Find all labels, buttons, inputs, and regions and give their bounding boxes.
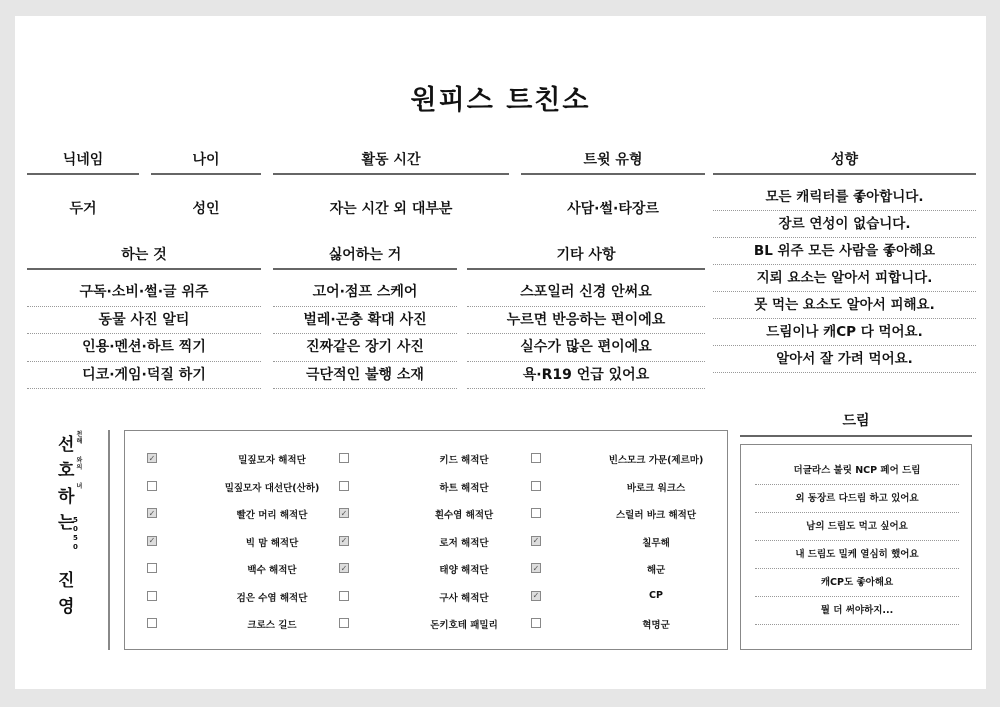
faction-name: 빅 맘 해적단 bbox=[245, 537, 299, 549]
faction-name: 키드 해적단 bbox=[439, 455, 489, 466]
faction-checkbox[interactable] bbox=[339, 481, 349, 491]
value-nickname: 두거 bbox=[69, 201, 97, 217]
faction-label-char: 하 bbox=[58, 487, 75, 507]
faction-checkbox[interactable] bbox=[147, 536, 157, 546]
faction-label-note: 녀 bbox=[76, 483, 83, 490]
dislikes-list bbox=[273, 279, 457, 389]
list-item: 벌레·곤충 확대 사진 bbox=[273, 307, 457, 335]
faction-name: 태양 해적단 bbox=[439, 565, 489, 576]
faction-checkbox[interactable] bbox=[531, 536, 541, 546]
value-active-time: 자는 시간 외 대부분 bbox=[329, 201, 453, 217]
faction-label-char: 영 bbox=[58, 597, 75, 617]
faction-label-char: 선 bbox=[58, 435, 75, 455]
list-item: 동물 사진 알티 bbox=[27, 307, 261, 335]
faction-checklist bbox=[124, 430, 728, 650]
check-icon: ✓ bbox=[340, 508, 348, 518]
list-item: 내 드림도 밀케 열심히 했어요 bbox=[755, 541, 959, 569]
faction-checkbox[interactable] bbox=[339, 563, 349, 573]
faction-checkbox[interactable] bbox=[531, 453, 541, 463]
faction-checkbox[interactable] bbox=[147, 508, 157, 518]
list-item: 알아서 잘 가려 먹어요. bbox=[713, 346, 976, 373]
list-item: 인용·멘션·하트 찍기 bbox=[27, 334, 261, 362]
faction-name: 백수 해적단 bbox=[247, 565, 297, 576]
header-active-time: 활동 시간 bbox=[273, 149, 509, 175]
faction-checkbox[interactable] bbox=[339, 453, 349, 463]
header-etc: 기타 사항 bbox=[467, 244, 705, 270]
divider bbox=[108, 430, 110, 650]
faction-checkbox[interactable] bbox=[147, 591, 157, 601]
list-item: 뭘 더 써야하지... bbox=[755, 597, 959, 625]
faction-checkbox[interactable] bbox=[339, 591, 349, 601]
check-icon: ✓ bbox=[532, 591, 540, 600]
faction-label-note: 천해 bbox=[76, 431, 83, 445]
value-tweet-type: 사담·썰·타장르 bbox=[567, 201, 659, 217]
faction-name: 하트 해적단 bbox=[439, 482, 489, 494]
faction-label-char: 호 bbox=[58, 461, 75, 481]
faction-label-note: 와의 bbox=[76, 457, 83, 471]
faction-name: 빈스모크 가문(제르마) bbox=[608, 455, 704, 466]
list-item: 진짜같은 장기 사진 bbox=[273, 334, 457, 362]
faction-checkbox[interactable] bbox=[147, 618, 157, 628]
faction-name: 크로스 길드 bbox=[247, 620, 297, 631]
faction-checkbox[interactable] bbox=[339, 618, 349, 628]
header-nickname: 닉네임 bbox=[27, 149, 139, 175]
list-item: 못 먹는 요소도 알아서 피해요. bbox=[713, 292, 976, 319]
header-dream: 드림 bbox=[740, 410, 972, 437]
check-icon: ✓ bbox=[340, 563, 348, 573]
faction-name: CP bbox=[649, 589, 663, 601]
list-item: 드림이나 캐CP 다 먹어요. bbox=[713, 319, 976, 346]
list-item: 고어·점프 스케어 bbox=[273, 279, 457, 307]
header-personality: 성향 bbox=[713, 149, 976, 175]
faction-name: 밀짚모자 대선단(산하) bbox=[224, 482, 320, 494]
faction-checkbox[interactable] bbox=[531, 563, 541, 573]
list-item: 누르면 반응하는 편이에요 bbox=[467, 307, 705, 335]
list-item: 캐CP도 좋아해요 bbox=[755, 569, 959, 597]
dream-list bbox=[740, 444, 972, 650]
list-item: 지뢰 요소는 알아서 피합니다. bbox=[713, 265, 976, 292]
list-item: 구독·소비·썰·글 위주 bbox=[27, 279, 261, 307]
list-item: 실수가 많은 편이에요 bbox=[467, 334, 705, 362]
faction-name: 혁명군 bbox=[642, 620, 670, 631]
list-item: 디코·게임·덕질 하기 bbox=[27, 362, 261, 390]
check-icon: ✓ bbox=[148, 536, 156, 545]
faction-checkbox[interactable] bbox=[531, 481, 541, 491]
faction-name: 로저 해적단 bbox=[439, 537, 489, 549]
header-dislikes: 싫어하는 거 bbox=[273, 244, 457, 270]
faction-label bbox=[58, 430, 86, 617]
faction-checkbox[interactable] bbox=[339, 508, 349, 518]
list-item: 장르 연성이 없습니다. bbox=[713, 211, 976, 238]
faction-name: 빨간 머리 해적단 bbox=[236, 510, 308, 521]
faction-label-number: 5 0 5 0 bbox=[73, 516, 78, 551]
faction-checkbox[interactable] bbox=[147, 453, 157, 463]
check-icon: ✓ bbox=[148, 508, 156, 518]
value-age: 성인 bbox=[192, 201, 220, 217]
faction-name: 밀짚모자 해적단 bbox=[238, 455, 306, 466]
faction-name: 칠무해 bbox=[642, 537, 670, 549]
check-icon: ✓ bbox=[148, 453, 156, 463]
faction-name: 검은 수염 해적단 bbox=[236, 592, 308, 604]
faction-name: 바로크 워크스 bbox=[626, 482, 686, 494]
faction-checkbox[interactable] bbox=[147, 563, 157, 573]
list-item: 극단적인 불행 소재 bbox=[273, 362, 457, 390]
personality-list bbox=[713, 184, 976, 373]
header-age: 나이 bbox=[151, 149, 261, 175]
faction-label-char: 진 bbox=[58, 571, 75, 591]
header-tweet-type: 트윗 유형 bbox=[521, 149, 705, 175]
check-icon: ✓ bbox=[532, 563, 540, 573]
faction-name: 구사 해적단 bbox=[439, 592, 489, 604]
faction-name: 흰수염 해적단 bbox=[434, 510, 494, 521]
list-item: 남의 드림도 먹고 싶어요 bbox=[755, 513, 959, 541]
faction-checkbox[interactable] bbox=[147, 481, 157, 491]
faction-name: 해군 bbox=[646, 565, 666, 576]
etc-list bbox=[467, 279, 705, 389]
list-item: 외 동장르 다드림 하고 있어요 bbox=[755, 485, 959, 513]
list-item: 욕·R19 언급 있어요 bbox=[467, 362, 705, 390]
list-item: 더글라스 불릿 NCP 페어 드림 bbox=[755, 457, 959, 485]
check-icon: ✓ bbox=[532, 536, 540, 545]
faction-checkbox[interactable] bbox=[531, 618, 541, 628]
faction-name: 돈키호테 패밀리 bbox=[430, 620, 498, 631]
faction-checkbox[interactable] bbox=[531, 591, 541, 601]
faction-checkbox[interactable] bbox=[339, 536, 349, 546]
list-item: 모든 캐릭터를 좋아합니다. bbox=[713, 184, 976, 211]
header-likes: 하는 것 bbox=[27, 244, 261, 270]
page-title: 원피스 트친소 bbox=[410, 85, 591, 116]
list-item: 스포일러 신경 안써요 bbox=[467, 279, 705, 307]
faction-checkbox[interactable] bbox=[531, 508, 541, 518]
faction-label-char: 는 bbox=[58, 513, 75, 533]
faction-name: 스릴러 바크 해적단 bbox=[615, 510, 697, 521]
check-icon: ✓ bbox=[340, 536, 348, 545]
list-item: BL 위주 모든 사람을 좋아해요 bbox=[713, 238, 976, 265]
likes-list bbox=[27, 279, 261, 389]
